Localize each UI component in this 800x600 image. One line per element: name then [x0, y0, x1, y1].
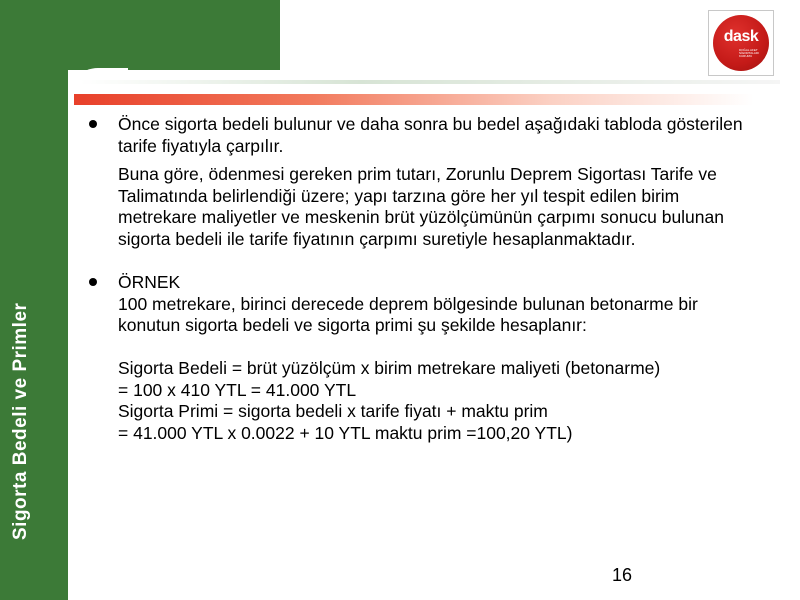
top-green-block [0, 0, 280, 70]
logo-circle [713, 15, 769, 71]
bullet-item-2 [87, 272, 757, 444]
formula-line-1: Sigorta Bedeli = brüt yüzölçüm x birim metrekare maliyeti (betonarme) [118, 358, 661, 378]
example-heading: ÖRNEK [118, 272, 181, 292]
formula-line-4: = 41.000 YTL x 0.0022 + 10 YTL maktu prim =100,20 YTL) [118, 422, 573, 443]
logo-text: dask [723, 28, 759, 45]
formula-line-3: Sigorta Primi = sigorta bedeli x tarife fiyatı + maktu prim [118, 401, 548, 421]
blank-line [118, 337, 757, 359]
page-number: 16 [612, 565, 633, 585]
bullet-item-1 [87, 114, 757, 250]
sidebar-title: Sigorta Bedeli ve Primler [10, 302, 31, 540]
bullet-dot [89, 120, 97, 128]
bullet-dot [89, 278, 97, 286]
header-stripe-light [80, 80, 780, 84]
formula-line-2: = 100 x 410 YTL = 41.000 YTL [118, 379, 357, 400]
bullet-1-paragraph-2: Buna göre, ödenmesi gereken prim tutarı, Zorunlu Deprem Sigortası Tarife ve Talimatında belirlendiği üzere; yapı tarzına göre her yıl tespit edilen birim metrekare maliyetler ve meskenin brüt yüzölçümünün çarpımı sonucu bulunan sigorta bedeli ile tarife fiyatının çarpımı suretiyle hesaplanmaktadır. [118, 164, 724, 249]
header-stripe-red [74, 94, 754, 105]
logo-subtext: DOĞAL AFET SİGORTALARI KURUMU [739, 48, 759, 58]
example-intro: 100 metrekare, birinci derecede deprem bölgesinde bulunan betonarme bir konutun sigorta bedeli ve sigorta primi şu şekilde hesaplanır: [118, 293, 698, 335]
dask-logo [708, 10, 774, 76]
bullet-1-paragraph-1: Önce sigorta bedeli bulunur ve daha sonra bu bedel aşağıdaki tabloda gösterilen tarife fiyatıyla çarpılır. [118, 114, 743, 156]
slide-content [87, 114, 757, 444]
